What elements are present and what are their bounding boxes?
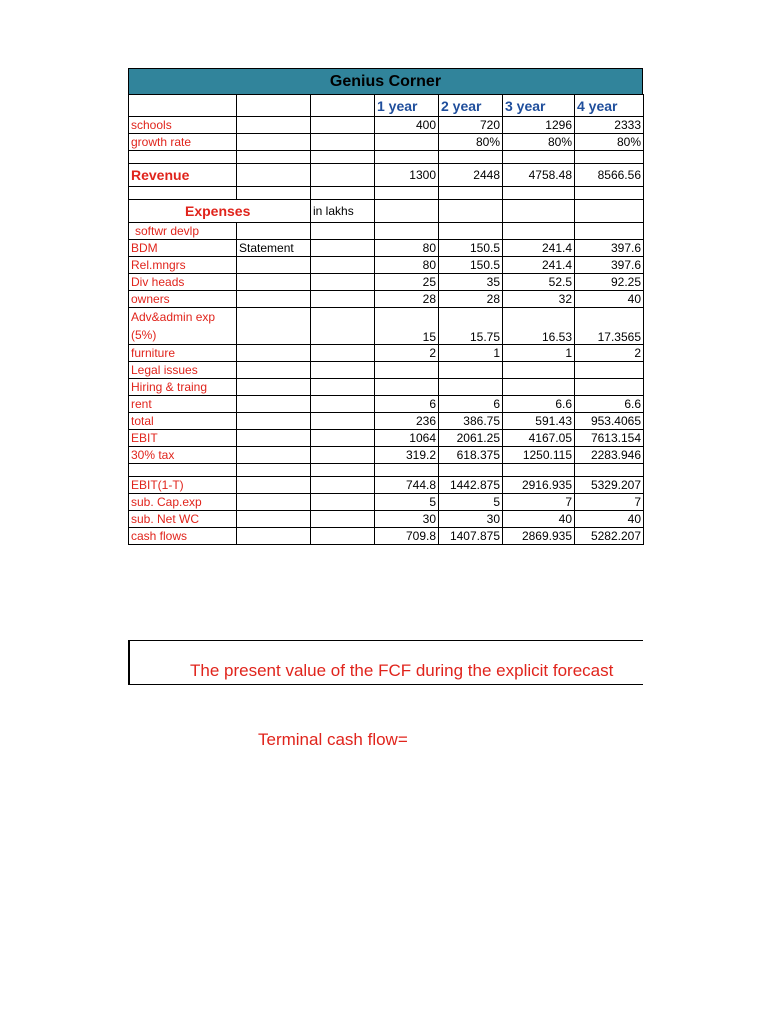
cell-value: 80 <box>375 240 439 257</box>
cell-value: 150.5 <box>439 257 503 274</box>
cell-value: 2283.946 <box>575 447 644 464</box>
spreadsheet <box>128 68 643 545</box>
row-label: Adv&admin exp (5%) <box>129 308 237 345</box>
cell-value: 30 <box>439 511 503 528</box>
sheet-title: Genius Corner <box>128 68 643 94</box>
cell-value: 80% <box>439 134 503 151</box>
table-row <box>129 240 644 257</box>
cell-value: 1064 <box>375 430 439 447</box>
row-label: sub. Net WC <box>129 511 237 528</box>
cell-value: 4758.48 <box>503 164 575 187</box>
cell-value: 397.6 <box>575 257 644 274</box>
cell-value: 8566.56 <box>575 164 644 187</box>
cell-value: 2 <box>575 345 644 362</box>
cell-value: 5 <box>439 494 503 511</box>
table-row <box>129 477 644 494</box>
row-label: growth rate <box>129 134 237 151</box>
row-label: softwr devlp <box>129 223 237 240</box>
cell-value: 4167.05 <box>503 430 575 447</box>
table-row <box>129 200 644 223</box>
table-row <box>129 494 644 511</box>
year-header: 3 year <box>503 95 575 117</box>
table-row <box>129 413 644 430</box>
cell-value: 6 <box>439 396 503 413</box>
unit-label: in lakhs <box>311 200 375 223</box>
blank-row <box>129 187 644 200</box>
cell-value: 5282.207 <box>575 528 644 545</box>
cell-value: 30 <box>375 511 439 528</box>
present-value-box <box>128 640 643 685</box>
cell-value: 40 <box>575 291 644 308</box>
row-label: Hiring & traing <box>129 379 237 396</box>
cell-value: 6.6 <box>575 396 644 413</box>
cell-value: 1296 <box>503 117 575 134</box>
cell-value: 2916.935 <box>503 477 575 494</box>
row-note: Statement <box>237 240 311 257</box>
row-label: sub. Cap.exp <box>129 494 237 511</box>
cell-value: 7613.154 <box>575 430 644 447</box>
cell-value: 2061.25 <box>439 430 503 447</box>
cell-value: 80 <box>375 257 439 274</box>
table-row <box>129 528 644 545</box>
row-label: EBIT <box>129 430 237 447</box>
cell-value: 32 <box>503 291 575 308</box>
cell-value: 7 <box>503 494 575 511</box>
row-label: schools <box>129 117 237 134</box>
row-label: Legal issues <box>129 362 237 379</box>
table-row <box>129 379 644 396</box>
table-row <box>129 447 644 464</box>
cell-value: 241.4 <box>503 257 575 274</box>
table-row <box>129 274 644 291</box>
table-row <box>129 257 644 274</box>
row-label: BDM <box>129 240 237 257</box>
cell-value: 236 <box>375 413 439 430</box>
cell-value: 25 <box>375 274 439 291</box>
cell-value: 241.4 <box>503 240 575 257</box>
cell-value: 2 <box>375 345 439 362</box>
cell-value: 28 <box>439 291 503 308</box>
row-label: 30% tax <box>129 447 237 464</box>
table-row <box>129 345 644 362</box>
cell-value: 35 <box>439 274 503 291</box>
table-row <box>129 164 644 187</box>
cell-value: 40 <box>575 511 644 528</box>
cell-value: 1250.115 <box>503 447 575 464</box>
cell-value: 591.43 <box>503 413 575 430</box>
table-row <box>129 362 644 379</box>
row-label: Div heads <box>129 274 237 291</box>
cell-value: 92.25 <box>575 274 644 291</box>
table-row <box>129 223 644 240</box>
table-row <box>129 308 644 345</box>
table-row <box>129 396 644 413</box>
table-row <box>129 291 644 308</box>
cell-value: 386.75 <box>439 413 503 430</box>
cell-value: 80% <box>575 134 644 151</box>
cell-value: 17.3565 <box>575 308 644 345</box>
cell-value <box>375 134 439 151</box>
row-label: furniture <box>129 345 237 362</box>
cell-value: 1407.875 <box>439 528 503 545</box>
cell-value: 28 <box>375 291 439 308</box>
row-label: Expenses <box>129 200 311 223</box>
cell-value: 709.8 <box>375 528 439 545</box>
cell-value: 15.75 <box>439 308 503 345</box>
cell-value: 1300 <box>375 164 439 187</box>
cell-value: 1 <box>503 345 575 362</box>
year-header: 1 year <box>375 95 439 117</box>
table-row <box>129 134 644 151</box>
cell-value: 397.6 <box>575 240 644 257</box>
row-label: Revenue <box>129 164 237 187</box>
row-label: rent <box>129 396 237 413</box>
table-row <box>129 430 644 447</box>
cell-value: 5 <box>375 494 439 511</box>
row-label: total <box>129 413 237 430</box>
financial-table <box>128 94 644 545</box>
row-label: Rel.mngrs <box>129 257 237 274</box>
cell-value: 1442.875 <box>439 477 503 494</box>
cell-value: 40 <box>503 511 575 528</box>
table-row <box>129 511 644 528</box>
cell-value: 6 <box>375 396 439 413</box>
blank-row <box>129 151 644 164</box>
cell-value: 1 <box>439 345 503 362</box>
cell-value: 744.8 <box>375 477 439 494</box>
present-value-text: The present value of the FCF during the explicit forecast <box>190 661 614 680</box>
year-header: 2 year <box>439 95 503 117</box>
cell-value: 52.5 <box>503 274 575 291</box>
year-header-row <box>129 95 644 117</box>
table-row <box>129 117 644 134</box>
blank-row <box>129 464 644 477</box>
row-label: cash flows <box>129 528 237 545</box>
row-label: EBIT(1-T) <box>129 477 237 494</box>
cell-value: 618.375 <box>439 447 503 464</box>
cell-value: 150.5 <box>439 240 503 257</box>
row-label: owners <box>129 291 237 308</box>
year-header: 4 year <box>575 95 644 117</box>
cell-value: 2333 <box>575 117 644 134</box>
cell-value: 720 <box>439 117 503 134</box>
cell-value: 400 <box>375 117 439 134</box>
cell-value: 80% <box>503 134 575 151</box>
cell-value: 16.53 <box>503 308 575 345</box>
cell-value: 15 <box>375 308 439 345</box>
cell-value: 319.2 <box>375 447 439 464</box>
cell-value: 953.4065 <box>575 413 644 430</box>
cell-value: 2448 <box>439 164 503 187</box>
terminal-cash-flow-label: Terminal cash flow= <box>258 730 408 749</box>
cell-value: 2869.935 <box>503 528 575 545</box>
cell-value: 7 <box>575 494 644 511</box>
cell-value: 6.6 <box>503 396 575 413</box>
cell-value: 5329.207 <box>575 477 644 494</box>
